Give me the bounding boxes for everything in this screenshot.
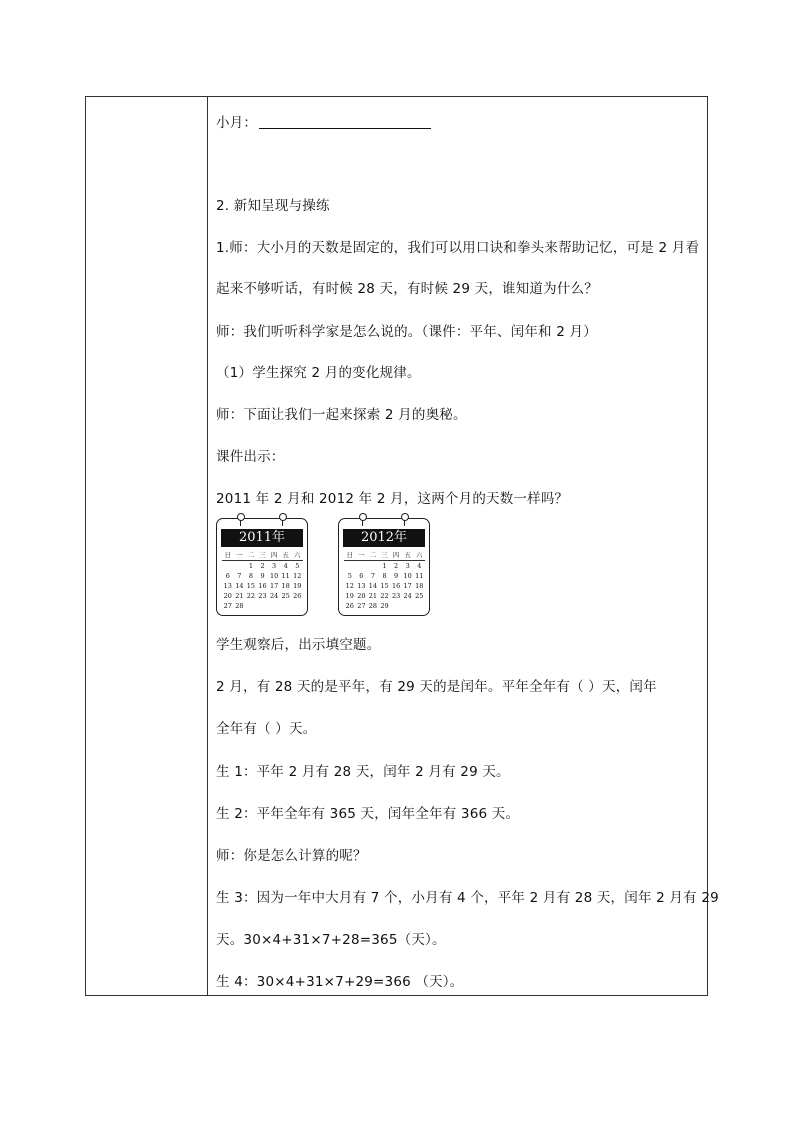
calendar-day: 10 (403, 572, 412, 580)
calendar-day: 25 (281, 592, 290, 600)
calendar-day: 23 (391, 592, 401, 600)
calendar-day: 14 (368, 582, 378, 590)
calendar-2012 (338, 518, 430, 616)
calendar-day (234, 561, 246, 571)
calendar-week-row (222, 601, 303, 611)
calendar-grid (344, 550, 425, 611)
calendar-day: 1 (248, 562, 254, 570)
calendar-weekday: 四 (392, 551, 400, 559)
observe-line: 学生观察后，出示填空题。 (216, 637, 381, 653)
calendar-day: 21 (368, 592, 378, 600)
lesson-table (85, 96, 719, 996)
calendar-week-row (344, 581, 425, 591)
calendar-day: 29 (380, 602, 389, 610)
calendar-day: 12 (345, 582, 354, 590)
calendar-day: 3 (405, 562, 410, 570)
calendar-weekday-row (344, 550, 425, 561)
calendar-day: 22 (380, 592, 389, 600)
calendar-day (367, 561, 379, 571)
teacher-line-2: 师：我们听听科学家是怎么说的。（课件：平年、闰年和 2 月） (216, 324, 597, 340)
calendar-weekday: 三 (259, 551, 266, 559)
calendar-day: 21 (235, 592, 244, 600)
calendar-ring-icon (401, 513, 409, 521)
calendar-title: 2012年 (343, 529, 425, 547)
student-line-4: 生 4：30×4+31×7+29=366 （天）。 (216, 974, 464, 990)
calendar-week-row (222, 581, 303, 591)
calendar-week-row (222, 561, 303, 571)
calendar-day: 1 (382, 562, 387, 570)
calendar-day: 15 (380, 582, 389, 590)
calendar-day: 18 (415, 582, 424, 590)
calendar-day: 6 (225, 572, 230, 580)
calendar-day: 9 (394, 572, 399, 580)
courseware-line: 课件出示： (216, 449, 285, 465)
calendar-weekday: 五 (404, 551, 411, 559)
section-heading: 2. 新知呈现与操练 (216, 198, 330, 214)
calendar-weekday: 五 (282, 551, 289, 559)
calendar-day: 11 (415, 572, 424, 580)
calendar-day: 16 (258, 582, 267, 590)
calendar-weekday: 二 (247, 551, 255, 559)
step-line-1: （1）学生探究 2 月的变化规律。 (216, 365, 421, 381)
teacher-line-1b: 起来不够听话，有时候 28 天，有时候 29 天，谁知道为什么？ (216, 281, 598, 297)
calendar-day: 28 (368, 602, 378, 610)
calendar-weekday: 六 (416, 551, 423, 559)
question-line: 2011 年 2 月和 2012 年 2 月，这两个月的天数一样吗？ (216, 491, 569, 507)
calendar-week-row (222, 571, 303, 581)
calendar-day: 2 (260, 562, 265, 570)
calendar-ring-icon (279, 513, 287, 521)
calendar-day: 15 (246, 582, 256, 590)
calendar-week-row (344, 591, 425, 601)
calendar-day (245, 601, 257, 611)
fill-line-2: 全年有（ ）天。 (216, 721, 317, 737)
calendar-week-row (222, 591, 303, 601)
small-month-label: 小月： (216, 115, 258, 131)
calendar-2011 (216, 518, 308, 616)
student-line-2: 生 2：平年全年有 365 天，闰年全年有 366 天。 (216, 806, 520, 822)
calendar-weekday: 日 (224, 551, 232, 559)
calendar-day (291, 601, 303, 611)
calendar-day: 13 (357, 582, 366, 590)
calendar-weekday: 一 (358, 551, 365, 559)
calendar-grid (222, 550, 303, 611)
calendar-day: 5 (295, 562, 300, 570)
calendar-day: 24 (403, 592, 412, 600)
calendar-day (222, 561, 234, 571)
calendar-day: 12 (293, 572, 302, 580)
calendar-week-row (344, 601, 425, 611)
calendar-weekday: 四 (270, 551, 278, 559)
calendar-day: 8 (248, 572, 254, 580)
calendar-day (356, 561, 368, 571)
teacher-line-1a: 1.师：大小月的天数是固定的，我们可以用口诀和拳头来帮助记忆，可是 2 月看 (216, 240, 700, 256)
calendar-day: 26 (293, 592, 302, 600)
calendar-day: 7 (237, 572, 242, 580)
calendar-day: 17 (269, 582, 279, 590)
calendar-day: 5 (347, 572, 352, 580)
fill-line-1: 2 月，有 28 天的是平年，有 29 天的是闰年。平年全年有（ ）天，闰年 (216, 679, 657, 695)
student-line-1: 生 1：平年 2 月有 28 天，闰年 2 月有 29 天。 (216, 764, 510, 780)
calendar-day: 17 (403, 582, 412, 590)
calendar-title: 2011年 (221, 529, 303, 547)
calendar-day: 18 (281, 582, 290, 590)
calendar-day (344, 561, 356, 571)
calendar-day: 20 (223, 592, 232, 600)
calendar-day: 28 (235, 602, 244, 610)
calendar-weekday: 日 (346, 551, 354, 559)
calendar-day (402, 601, 414, 611)
calendar-day: 20 (357, 592, 366, 600)
calendar-day: 2 (394, 562, 399, 570)
small-month-line (216, 111, 431, 131)
teacher-line-3: 师：下面让我们一起来探索 2 月的奥秘。 (216, 407, 467, 423)
calendar-day (280, 601, 292, 611)
calendar-day: 27 (223, 602, 232, 610)
calendar-week-row (344, 561, 425, 571)
calendar-day: 19 (293, 582, 302, 590)
teacher-line-4: 师：你是怎么计算的呢？ (216, 848, 367, 864)
calendar-ring-icon (237, 513, 245, 521)
student-line-3b: 天。30×4+31×7+28=365（天）。 (216, 932, 446, 948)
calendar-day: 22 (246, 592, 256, 600)
calendar-day: 16 (391, 582, 401, 590)
calendar-day: 6 (359, 572, 364, 580)
calendar-day: 14 (235, 582, 244, 590)
calendar-week-row (344, 571, 425, 581)
calendar-day: 3 (272, 562, 277, 570)
calendar-weekday-row (222, 550, 303, 561)
calendar-day (257, 601, 269, 611)
small-month-blank (259, 114, 431, 129)
calendar-day: 24 (269, 592, 279, 600)
calendar-day: 8 (382, 572, 387, 580)
calendar-day (390, 601, 402, 611)
calendar-day: 9 (260, 572, 265, 580)
calendar-day: 4 (283, 562, 288, 570)
column-divider (207, 97, 208, 995)
calendar-weekday: 六 (294, 551, 301, 559)
calendar-day: 23 (258, 592, 267, 600)
student-line-3a: 生 3：因为一年中大月有 7 个，小月有 4 个，平年 2 月有 28 天，闰年 2 月有 29 (216, 890, 719, 906)
calendar-weekday: 一 (236, 551, 243, 559)
calendar-day (268, 601, 280, 611)
calendar-day: 10 (269, 572, 279, 580)
calendar-day: 13 (223, 582, 232, 590)
calendar-day: 11 (281, 572, 290, 580)
calendar-day: 26 (345, 602, 354, 610)
calendar-day: 7 (370, 572, 376, 580)
calendar-day: 4 (417, 562, 422, 570)
calendar-day: 25 (415, 592, 424, 600)
calendar-weekday: 三 (381, 551, 388, 559)
calendar-weekday: 二 (369, 551, 377, 559)
calendar-ring-icon (359, 513, 367, 521)
calendar-day: 19 (345, 592, 354, 600)
calendar-day: 27 (357, 602, 366, 610)
calendar-day (413, 601, 425, 611)
